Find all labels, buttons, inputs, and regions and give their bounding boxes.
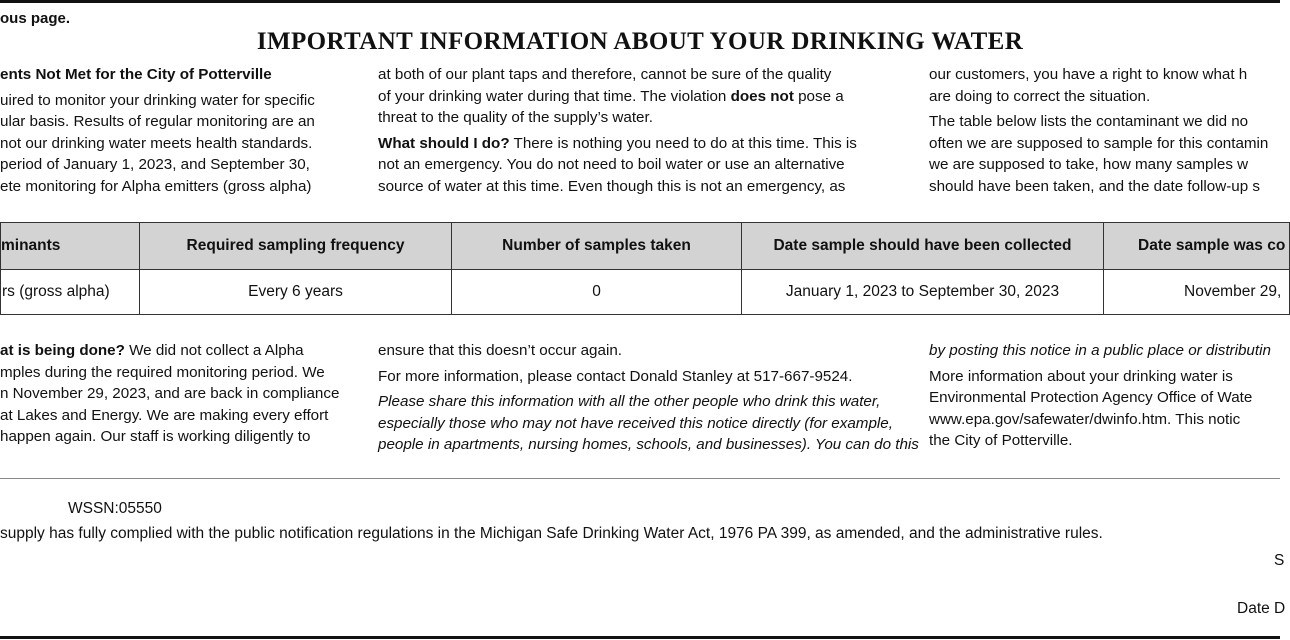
table-header-row xyxy=(1,223,1290,270)
text-line: uired to monitor your drinking water for specific xyxy=(0,91,315,109)
text-line: at Lakes and Energy. We are making every effort xyxy=(0,406,329,424)
column-3-lower xyxy=(929,340,1289,452)
cell-date-collected: November 29, xyxy=(1104,270,1290,315)
text-line: mples during the required monitoring period. We xyxy=(0,363,325,381)
text-line: n November 29, 2023, and are back in compliance xyxy=(0,385,340,402)
column-2-upper xyxy=(378,64,908,201)
header-date-collected: Date sample was co xyxy=(1104,223,1290,270)
continued-from-previous-page: ous page. xyxy=(0,10,71,27)
compliance-statement: supply has fully complied with the public notification regulations in the Michigan Safe Drinking Water Act, 1976 PA 399, as amended, and the administrative rules. xyxy=(0,525,1103,542)
contact-paragraph: For more information, please contact Donald Stanley at 517-667-9524. xyxy=(378,367,853,385)
header-samples-taken: Number of samples taken xyxy=(452,223,742,270)
header-frequency: Required sampling frequency xyxy=(140,223,452,270)
column-1-upper xyxy=(0,64,355,197)
cell-contaminant: rs (gross alpha) xyxy=(1,270,140,315)
posting-line: by posting this notice in a public place or distributin xyxy=(929,342,1271,359)
cell-samples-taken: 0 xyxy=(452,270,742,315)
what-should-i-do-paragraph: What should I do? There is nothing you need to do at this time. This is not an emergency. You do not need to boil water or use an alternative source of water at this time. Even though this is not an emergency, as xyxy=(378,134,857,195)
signature-fragment: S xyxy=(1274,552,1285,569)
column-2-lower xyxy=(378,340,919,460)
what-is-being-done-line: at is being done? We did not collect a Alpha xyxy=(0,342,304,359)
share-paragraph: Please share this information with all the other people who drink this water, especially those who may not have received this notice directly (for example, people in apartments, nursing homes, schools, and businesses). You can do this xyxy=(378,393,919,453)
text-line: the City of Potterville. xyxy=(929,432,1073,449)
table-row xyxy=(1,270,1290,315)
top-border xyxy=(0,0,1280,3)
date-fragment: Date D xyxy=(1237,600,1286,617)
violation-paragraph: at both of our plant taps and therefore, cannot be sure of the quality of your drinking water during that time. The violation does not pose a threat to the quality of the supply’s water. xyxy=(378,66,844,126)
text-line: happen again. Our staff is working diligently to xyxy=(0,428,311,445)
column-3-upper xyxy=(929,64,1289,201)
column-1-lower xyxy=(0,340,355,448)
contaminant-table xyxy=(0,222,1290,312)
text-line: ular basis. Results of regular monitoring are an xyxy=(0,113,315,130)
footer-divider xyxy=(0,478,1280,479)
right-to-know-paragraph: our customers, you have a right to know what h are doing to correct the situation. xyxy=(929,66,1248,105)
text-line: not our drinking water meets health standards. xyxy=(0,134,313,152)
ensure-paragraph: ensure that this doesn’t occur again. xyxy=(378,342,622,359)
page-title: IMPORTANT INFORMATION ABOUT YOUR DRINKING WATER xyxy=(256,28,1024,55)
text-line: period of January 1, 2023, and September 30, xyxy=(0,156,310,173)
bottom-border xyxy=(0,636,1280,639)
wssn-number: WSSN:05550 xyxy=(68,500,162,517)
header-date-should: Date sample should have been collected xyxy=(742,223,1104,270)
text-line: Environmental Protection Agency Office of Wate xyxy=(929,389,1253,406)
cell-frequency: Every 6 years xyxy=(140,270,452,315)
section-heading: ents Not Met for the City of Potterville xyxy=(0,66,272,83)
text-line: www.epa.gov/safewater/dwinfo.htm. This notic xyxy=(929,410,1241,428)
text-line: ete monitoring for Alpha emitters (gross alpha) xyxy=(0,177,312,195)
text-line: More information about your drinking water is xyxy=(929,367,1233,385)
cell-date-should: January 1, 2023 to September 30, 2023 xyxy=(742,270,1104,315)
header-contaminants: minants xyxy=(1,223,140,270)
table-intro-paragraph: The table below lists the contaminant we did no often we are supposed to sample for this contamin we are supposed to take, how many samples w should have been taken, and the date follow-up s xyxy=(929,113,1269,195)
